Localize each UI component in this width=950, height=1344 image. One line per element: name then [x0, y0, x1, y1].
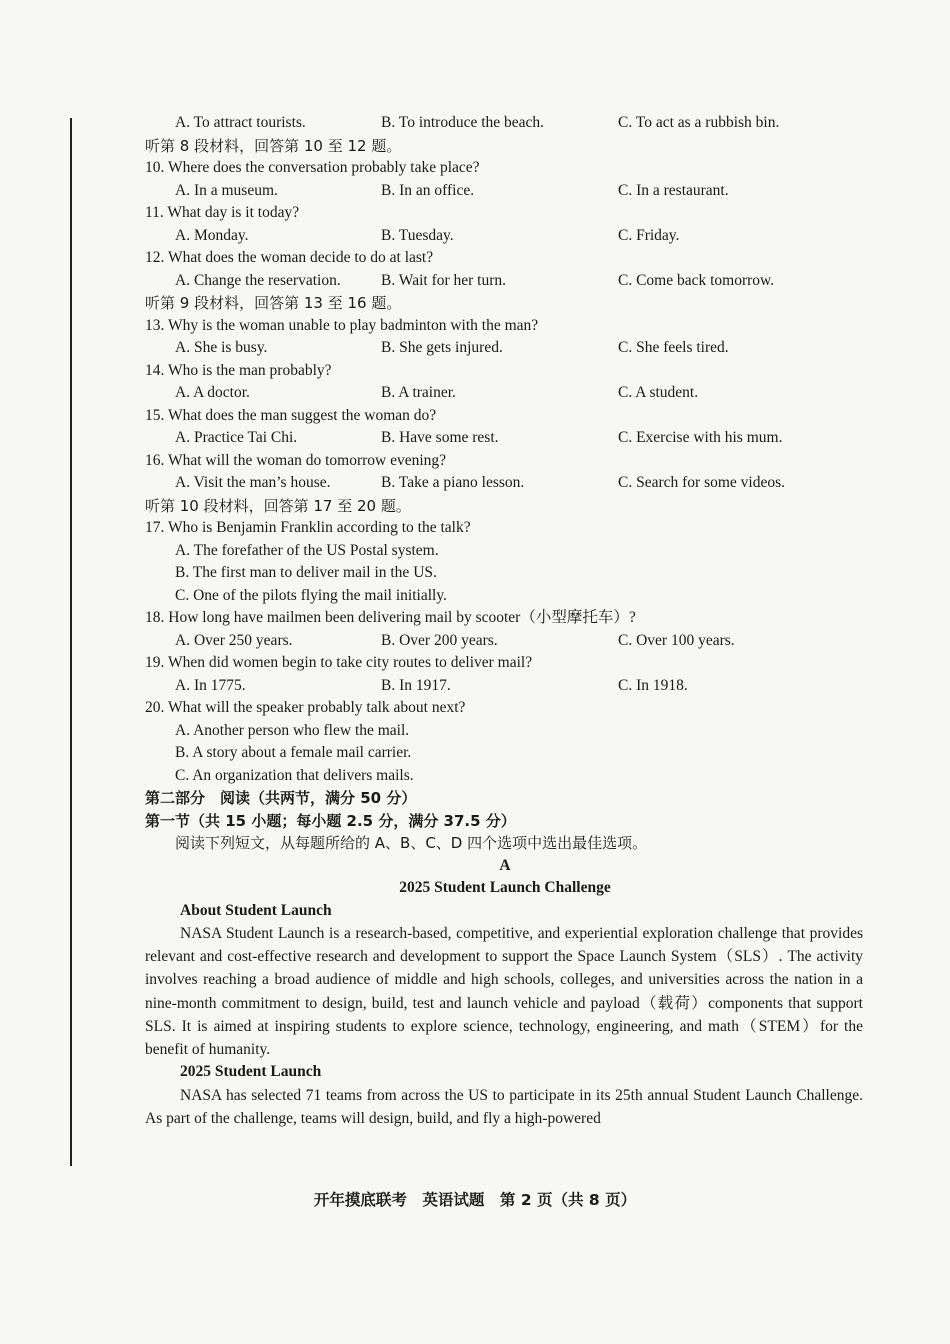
option-a: A. She is busy.	[175, 339, 268, 356]
binding-margin-line	[70, 118, 72, 1166]
question-11: 11. What day is it today?	[145, 204, 300, 221]
q9-options	[145, 112, 865, 135]
option-c: C. To act as a rubbish bin.	[618, 114, 780, 131]
passage-letter: A	[499, 856, 511, 874]
question-15: 15. What does the man suggest the woman do?	[145, 406, 437, 424]
section-9-header: 听第 9 段材料，回答第 13 至 16 题。	[145, 294, 402, 312]
exam-page-content	[145, 112, 865, 1130]
question-14: 14. Who is the man probably?	[145, 361, 332, 379]
question-19-options	[145, 675, 865, 698]
question-18-options	[145, 630, 865, 653]
question-16: 16. What will the woman do tomorrow evening?	[145, 451, 447, 469]
question-20-option-a: A. Another person who flew the mail.	[175, 721, 410, 739]
option-a: A. In 1775.	[175, 676, 246, 694]
option-c: C. A student.	[618, 384, 699, 401]
option-c: C. In 1918.	[618, 676, 688, 694]
option-a: A. A doctor.	[175, 384, 250, 401]
option-b: B. Over 200 years.	[381, 631, 498, 649]
option-a: A. Practice Tai Chi.	[175, 429, 298, 446]
question-10: 10. Where does the conversation probably take place?	[145, 159, 480, 176]
option-c: C. Exercise with his mum.	[618, 429, 783, 446]
section-8-header: 听第 8 段材料，回答第 10 至 12 题。	[145, 136, 402, 155]
option-b: B. In 1917.	[381, 676, 451, 694]
question-17-option-a: A. The forefather of the US Postal system.	[175, 541, 439, 559]
question-19: 19. When did women begin to take city routes to deliver mail?	[145, 654, 533, 671]
question-11-options	[145, 225, 865, 248]
about-heading: About Student Launch	[180, 901, 332, 919]
page-footer: 开年摸底联考 英语试题 第 2 页（共 8 页）	[313, 1191, 637, 1209]
option-b: B. A trainer.	[381, 384, 456, 401]
reading-instruction: 阅读下列短文，从每题所给的 A、B、C、D 四个选项中选出最佳选项。	[175, 834, 648, 852]
question-13: 13. Why is the woman unable to play badminton with the man?	[145, 316, 539, 334]
question-14-options	[145, 382, 865, 405]
part-2-title: 第二部分 阅读（共两节，满分 50 分）	[145, 789, 417, 807]
launch-heading: 2025 Student Launch	[180, 1063, 322, 1081]
section-1-title: 第一节（共 15 小题；每小题 2.5 分，满分 37.5 分）	[145, 811, 516, 830]
question-10-options	[145, 180, 865, 203]
question-17-option-b: B. The first man to deliver mail in the US.	[175, 564, 437, 581]
option-b: B. Tuesday.	[381, 226, 454, 244]
option-b: B. Wait for her turn.	[381, 271, 507, 289]
passage-title: 2025 Student Launch Challenge	[399, 879, 611, 896]
option-a: A. Monday.	[175, 226, 249, 244]
question-18: 18. How long have mailmen been delivering mail by scooter（小型摩托车）?	[145, 609, 636, 626]
section-10-header: 听第 10 段材料，回答第 17 至 20 题。	[145, 496, 411, 515]
question-20: 20. What will the speaker probably talk about next?	[145, 699, 466, 716]
question-20-option-b: B. A story about a female mail carrier.	[175, 744, 412, 761]
option-c: C. Come back tomorrow.	[618, 271, 775, 289]
question-13-options	[145, 337, 865, 360]
question-12-options	[145, 270, 865, 293]
question-15-options	[145, 427, 865, 450]
option-a: A. Change the reservation.	[175, 271, 341, 289]
option-a: A. To attract tourists.	[175, 114, 306, 131]
option-a: A. Over 250 years.	[175, 631, 293, 649]
option-b: B. She gets injured.	[381, 339, 503, 356]
about-paragraph: NASA Student Launch is a research-based, competitive, and experiential exploration challenge that provides relevant and cost-effective research and development to support the Space Launch System（SLS）. The activity involves reaching a broad audience of middle and high schools, colleges, and universities across the nation in a nine-month commitment to design, build, test and launch vehicle and payload（载荷）components that support SLS. It is aimed at inspiring students to explore science, technology, engineering, and math（STEM）for the benefit of humanity.	[145, 925, 863, 1059]
launch-paragraph: NASA has selected 71 teams from across the US to participate in its 25th annual Student Launch Challenge. As part of the challenge, teams will design, build, and fly a high-powered	[145, 1086, 863, 1127]
option-a: A. Visit the man’s house.	[175, 474, 331, 491]
option-c: C. Friday.	[618, 226, 680, 244]
option-b: B. In an office.	[381, 181, 475, 199]
question-17: 17. Who is Benjamin Franklin according to the talk?	[145, 519, 471, 536]
question-12: 12. What does the woman decide to do at last?	[145, 249, 434, 266]
option-c: C. She feels tired.	[618, 339, 729, 356]
option-c: C. In a restaurant.	[618, 181, 729, 199]
question-20-option-c: C. An organization that delivers mails.	[175, 766, 414, 784]
option-b: B. To introduce the beach.	[381, 114, 545, 131]
question-16-options	[145, 472, 865, 495]
option-b: B. Have some rest.	[381, 429, 499, 446]
option-b: B. Take a piano lesson.	[381, 474, 525, 491]
option-a: A. In a museum.	[175, 181, 278, 199]
option-c: C. Over 100 years.	[618, 631, 735, 649]
question-17-option-c: C. One of the pilots flying the mail initially.	[175, 586, 447, 604]
option-c: C. Search for some videos.	[618, 474, 786, 491]
